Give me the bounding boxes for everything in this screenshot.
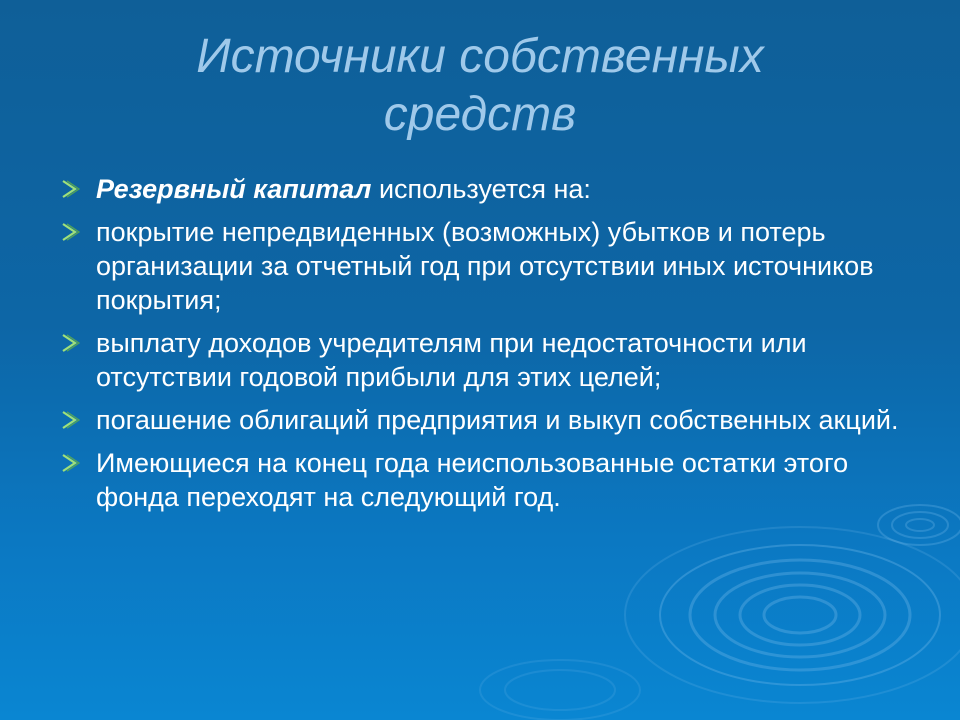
bullet-emphasis: Резервный капитал <box>96 174 372 204</box>
chevron-right-icon <box>60 452 80 474</box>
chevron-right-icon <box>60 409 80 431</box>
chevron-right-icon <box>60 332 80 354</box>
bullet-text: выплату доходов учредителям при недостаточности или отсутствии годовой прибыли для этих целей; <box>96 328 807 392</box>
bullet-text: погашение облигаций предприятия и выкуп собственных акций. <box>96 405 899 435</box>
bullet-text: покрытие непредвиденных (возможных) убытков и потерь организации за отчетный год при отсутствии иных источников покрытия; <box>96 217 874 315</box>
bullet-list <box>60 172 910 523</box>
bullet-text: используется на: <box>371 174 591 204</box>
bullet-item <box>60 446 910 514</box>
chevron-right-icon <box>60 178 80 200</box>
bullet-item <box>60 215 910 317</box>
bullet-item <box>60 403 910 437</box>
bullet-item <box>60 326 910 394</box>
bullet-item <box>60 172 910 206</box>
slide-title <box>80 28 880 144</box>
slide-title-line1: Источники собственных <box>196 30 764 83</box>
bullet-text: Имеющиеся на конец года неиспользованные остатки этого фонда переходят на следующий год. <box>96 448 849 512</box>
chevron-right-icon <box>60 221 80 243</box>
slide-title-line2: средств <box>383 88 577 141</box>
